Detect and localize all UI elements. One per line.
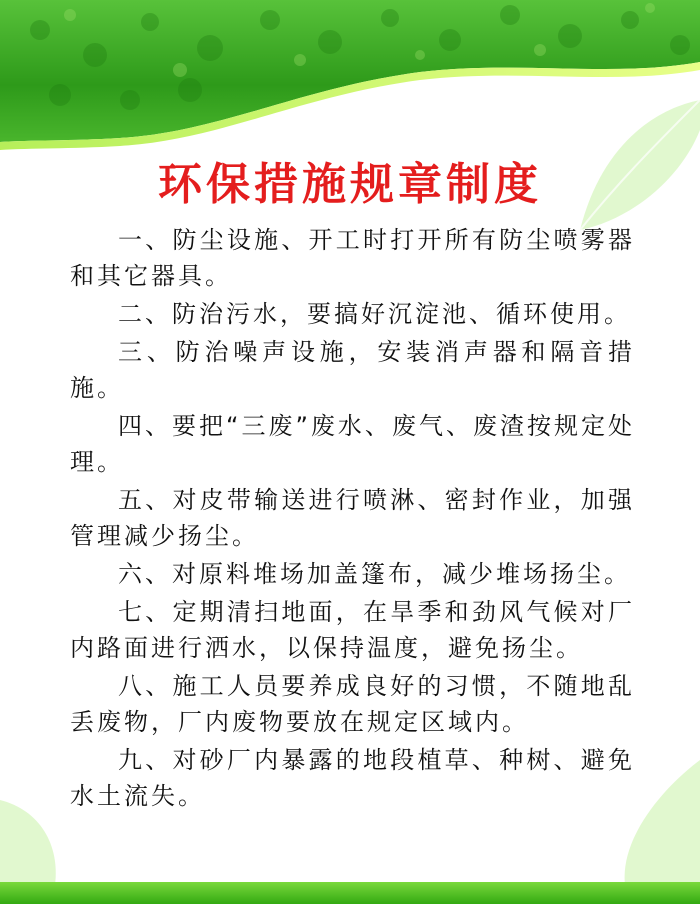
regulation-list	[70, 222, 635, 814]
list-item: 九、对砂厂内暴露的地段植草、种树、避免水土流失。	[70, 746, 635, 810]
footer-bar	[0, 882, 700, 904]
leaf-decoration-bottom-left	[0, 790, 70, 885]
list-item: 六、对原料堆场加盖篷布，减少堆场扬尘。	[118, 560, 631, 588]
list-item: 五、对皮带输送进行喷淋、密封作业，加强管理减少扬尘。	[70, 486, 635, 550]
list-item: 一、防尘设施、开工时打开所有防尘喷雾器和其它器具。	[70, 226, 635, 290]
list-item: 四、要把“三废”废水、废气、废渣按规定处理。	[70, 412, 635, 476]
list-item: 七、定期清扫地面，在旱季和劲风气候对厂内路面进行洒水，以保持温度，避免扬尘。	[70, 598, 635, 662]
list-item: 三、防治噪声设施，安装消声器和隔音措施。	[70, 338, 635, 402]
list-item: 八、施工人员要养成良好的习惯，不随地乱丢废物，厂内废物要放在规定区域内。	[70, 672, 635, 736]
page-title: 环保措施规章制度	[158, 159, 542, 210]
list-item: 二、防治污水，要搞好沉淀池、循环使用。	[118, 300, 631, 328]
